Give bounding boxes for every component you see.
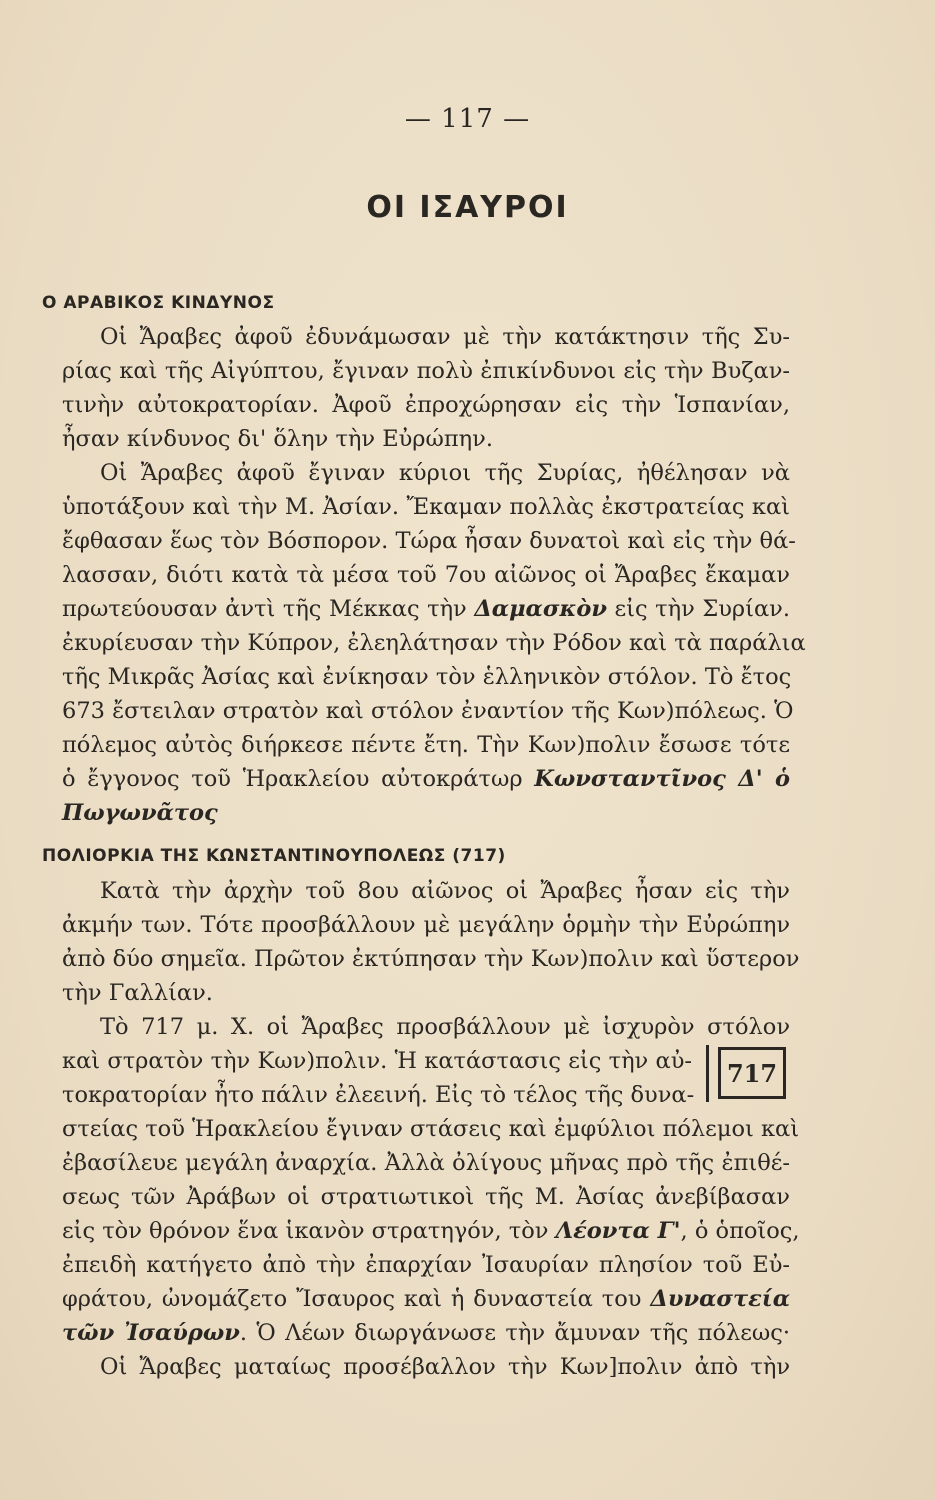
paragraph-line [62,1284,790,1314]
paragraph-line: τινὴν αὐτοκρατορίαν. Ἀφοῦ ἐπροχώρησαν εἰς τὴν Ἱσπανίαν, [62,392,790,418]
paragraph-line: Οἱ Ἄραβες ματαίως προσέβαλλον τὴν Κων]πολιν ἀπὸ τὴν [100,1354,790,1380]
paragraph-line: τοκρατορίαν ἦτο πάλιν ἐλεεινή. Εἰς τὸ τέλος τῆς δυνα- [62,1082,695,1108]
paragraph-line [62,1318,790,1348]
emphasis-damascus: Δαμασκὸν [474,596,607,622]
paragraph-line: ἀπὸ δύο σημεῖα. Πρῶτον ἐκτύπησαν τὴν Κων)πολιν καὶ ὕστερον [62,946,800,972]
line-text: εἰς τὴν Συρίαν. [614,596,790,622]
paragraph-line: Τὸ 717 μ. Χ. οἱ Ἄραβες προσβάλλουν μὲ ἰσχυρὸν στόλον [100,1014,790,1040]
paragraph-line: λασσαν, διότι κατὰ τὰ μέσα τοῦ 7ου αἰῶνος οἱ Ἄραβες ἔκαμαν [62,562,790,588]
page-number: — 117 — [404,104,531,134]
paragraph-line: τῆς Μικρᾶς Ἀσίας καὶ ἐνίκησαν τὸν ἑλληνικὸν στόλον. Τὸ ἔτος [62,664,792,690]
line-text: ὁ ἔγγονος τοῦ Ἡρακλείου αὐτοκράτωρ [62,766,523,792]
emphasis-isaurians: τῶν Ἰσαύρων [62,1320,240,1346]
paragraph-line: καὶ στρατὸν τὴν Κων)πολιν. Ἡ κατάστασις εἰς τὴν αὐ- [62,1048,692,1074]
emphasis-constantine: Κωνσταντῖνος Δ' ὁ [534,766,790,792]
paragraph-line: Οἱ Ἄραβες ἀφοῦ ἐδυνάμωσαν μὲ τὴν κατάκτησιν τῆς Συ- [100,324,790,350]
line-text: . Ὁ Λέων διωργάνωσε τὴν ἄμυναν τῆς πόλεως· [239,1320,791,1346]
paragraph-line [62,594,790,624]
paragraph-line: ἐκυρίευσαν τὴν Κύπρον, ἐλεηλάτησαν τὴν Ρόδον καὶ τὰ παράλια [62,630,806,656]
emphasis-pogonatos: Πωγωνᾶτος [62,800,218,826]
line-text: , ὁ ὁποῖος, [680,1218,800,1244]
paragraph-line: πόλεμος αὐτὸς διήρκεσε πέντε ἔτη. Τὴν Κων)πολιν ἔσωσε τότε [62,732,790,758]
paragraph-line: ἐπειδὴ κατήγετο ἀπὸ τὴν ἐπαρχίαν Ἰσαυρίαν πλησίον τοῦ Εὐ- [62,1252,790,1278]
paragraph-line: Κατὰ τὴν ἀρχὴν τοῦ 8ου αἰῶνος οἱ Ἄραβες ἦσαν εἰς τὴν [100,878,790,904]
paragraph-line: ἐβασίλευε μεγάλη ἀναρχία. Ἀλλὰ ὀλίγους μῆνας πρὸ τῆς ἐπιθέ- [62,1150,790,1176]
paragraph-line: Οἱ Ἄραβες ἀφοῦ ἔγιναν κύριοι τῆς Συρίας, ἠθέλησαν νὰ [100,460,790,486]
emphasis-dynasty: Δυναστεία [650,1286,791,1312]
section-heading-arab-danger: Ο ΑΡΑΒΙΚΟΣ ΚΙΝΔΥΝΟΣ [42,293,275,313]
paragraph-line: ὑποτάξουν καὶ τὴν Μ. Ἀσίαν. Ἔκαμαν πολλὰς ἐκστρατείας καὶ [62,494,790,520]
paragraph-line [62,1216,800,1246]
chapter-title: ΟΙ ΙΣΑΥΡΟΙ [366,190,569,225]
paragraph-line: στείας τοῦ Ἡρακλείου ἔγιναν στάσεις καὶ ἐμφύλιοι πόλεμοι καὶ [62,1116,800,1142]
paragraph-line: ἀκμήν των. Τότε προσβάλλουν μὲ μεγάλην ὁρμὴν τὴν Εὐρώπην [62,912,790,938]
line-text: πρωτεύουσαν ἀντὶ τῆς Μέκκας τὴν [62,596,467,622]
line-text: εἰς τὸν θρόνον ἕνα ἱκανὸν στρατηγόν, τὸν [62,1218,549,1244]
paragraph-line [62,798,790,828]
paragraph-line: ἦσαν κίνδυνος δι' ὅλην τὴν Εὐρώπην. [62,426,493,452]
section-heading-siege: ΠΟΛΙΟΡΚΙΑ ΤΗΣ ΚΩΝΣΤΑΝΤΙΝΟΥΠΟΛΕΩΣ (717) [42,846,506,866]
paragraph-line: ἔφθασαν ἕως τὸν Βόσπορον. Τώρα ἦσαν δυνατοὶ καὶ εἰς τὴν θά- [62,528,796,554]
margin-note-rule [706,1045,709,1102]
margin-note-year: 717 [718,1047,786,1099]
paragraph-line: 673 ἔστειλαν στρατὸν καὶ στόλον ἐναντίον τῆς Κων)πόλεως. Ὁ [62,698,794,724]
line-text: φράτου, ὠνομάζετο Ἴσαυρος καὶ ἡ δυναστεία του [62,1286,642,1312]
emphasis-leo: Λέοντα Γ' [555,1218,681,1244]
paragraph-line: σεως τῶν Ἀράβων οἱ στρατιωτικοὶ τῆς Μ. Ἀσίας ἀνεβίβασαν [62,1184,790,1210]
paragraph-line: ρίας καὶ τῆς Αἰγύπτου, ἔγιναν πολὺ ἐπικίνδυνοι εἰς τὴν Βυζαν- [62,358,790,384]
paragraph-line [62,764,790,794]
paragraph-line: τὴν Γαλλίαν. [62,980,213,1006]
